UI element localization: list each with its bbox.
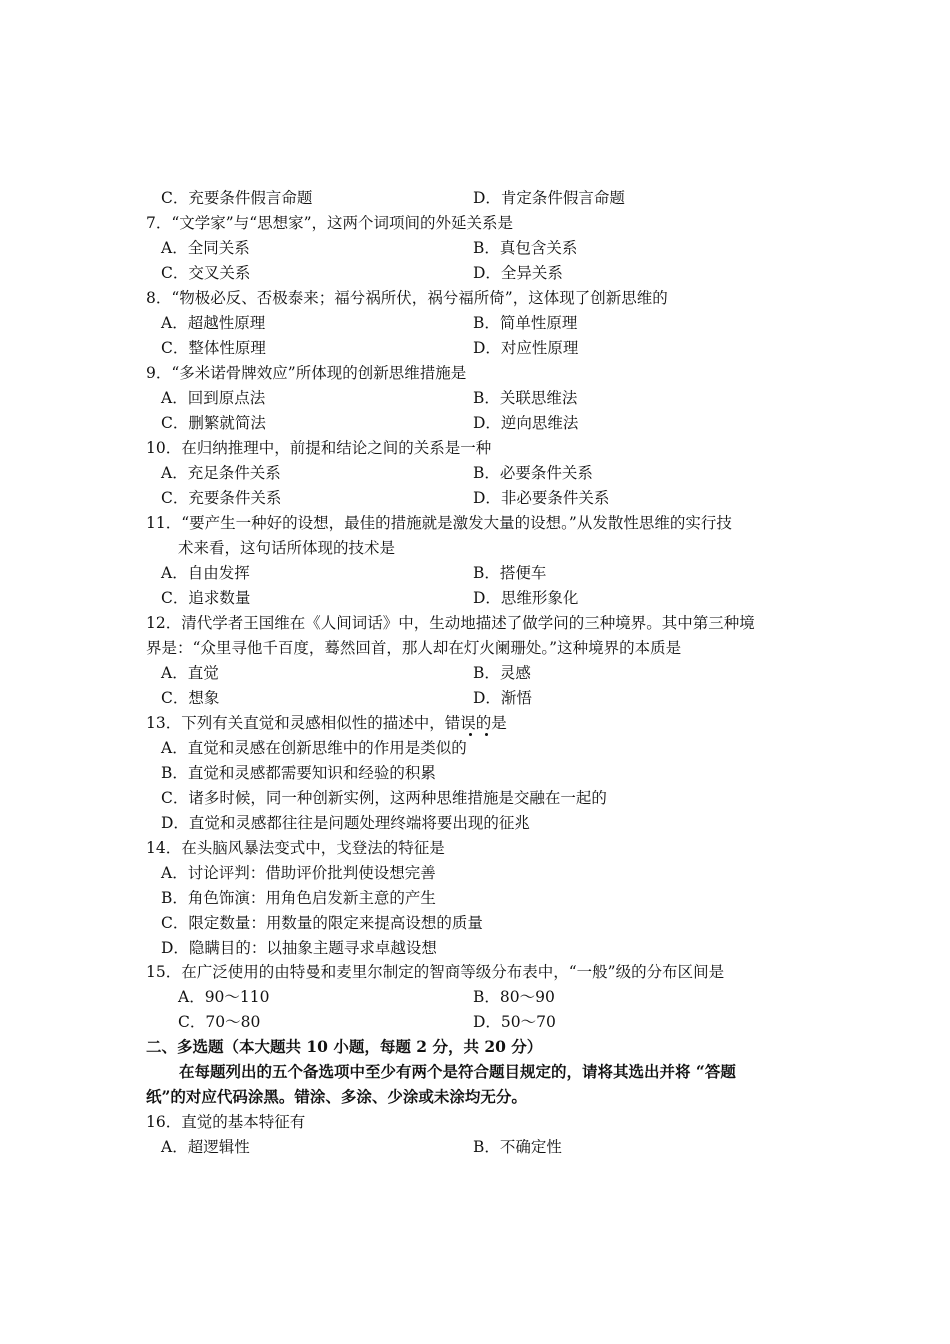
q12-option-c: C．想象 xyxy=(161,689,220,707)
q13-option-b: B．直觉和灵感都需要知识和经验的积累 xyxy=(161,764,436,782)
q8-stem: 8．“物极必反、否极泰来；福兮祸所伏，祸兮福所倚”，这体现了创新思维的 xyxy=(146,289,668,307)
q14-option-d: D．隐瞒目的：以抽象主题寻求卓越设想 xyxy=(161,939,437,957)
q8-option-d: D．对应性原理 xyxy=(473,339,579,357)
q15-option-c: C．70～80 xyxy=(178,1013,261,1031)
q7-option-c: C．交叉关系 xyxy=(161,264,251,282)
q9-option-c: C．删繁就简法 xyxy=(161,414,266,432)
q10-option-a: A．充足条件关系 xyxy=(161,464,281,482)
q9-option-d: D．逆向思维法 xyxy=(473,414,579,432)
q7-option-a: A．全同关系 xyxy=(161,239,250,257)
q16-option-a: A．超逻辑性 xyxy=(161,1138,250,1156)
q13-stem: 13．下列有关直觉和灵感相似性的描述中，错误的是 xyxy=(146,714,507,732)
q13-option-a: A．直觉和灵感在创新思维中的作用是类似的 xyxy=(161,739,467,757)
q8-option-a: A．超越性原理 xyxy=(161,314,266,332)
q12-option-d: D．渐悟 xyxy=(473,689,532,707)
q11-option-a: A．自由发挥 xyxy=(161,564,250,582)
q14-option-c: C．限定数量：用数量的限定来提高设想的质量 xyxy=(161,914,483,932)
q14-stem: 14．在头脑风暴法变式中，戈登法的特征是 xyxy=(146,839,445,857)
section-2-instruction-line1: 在每题列出的五个备选项中至少有两个是符合题目规定的，请将其选出并将 “答题 xyxy=(179,1062,736,1081)
q9-option-b: B．关联思维法 xyxy=(473,389,578,407)
q7-stem: 7．“文学家”与“思想家”，这两个词项间的外延关系是 xyxy=(146,214,514,232)
q9-option-a: A．回到原点法 xyxy=(161,389,266,407)
q10-stem: 10．在归纳推理中，前提和结论之间的关系是一种 xyxy=(146,439,492,457)
q9-stem: 9．“多米诺骨牌效应”所体现的创新思维措施是 xyxy=(146,364,467,382)
emphasis-dot xyxy=(485,733,488,736)
q15-option-a: A．90～110 xyxy=(178,988,270,1006)
q12-option-a: A．直觉 xyxy=(161,664,219,682)
q11-stem-line1: 11．“要产生一种好的设想，最佳的措施就是激发大量的设想。”从发散性思维的实行技 xyxy=(146,514,732,532)
q15-stem: 15．在广泛使用的由特曼和麦里尔制定的智商等级分布表中，“一般”级的分布区间是 xyxy=(146,963,725,981)
section-2-title: 二、多选题（本大题共 10 小题，每题 2 分，共 20 分） xyxy=(146,1037,543,1056)
q14-option-b: B．角色饰演：用角色启发新主意的产生 xyxy=(161,889,436,907)
q7-option-d: D．全异关系 xyxy=(473,264,563,282)
q14-option-a: A．讨论评判：借助评价批判使设想完善 xyxy=(161,864,436,882)
q8-option-c: C．整体性原理 xyxy=(161,339,266,357)
q10-option-b: B．必要条件关系 xyxy=(473,464,593,482)
q10-option-d: D．非必要条件关系 xyxy=(473,489,610,507)
q16-stem: 16．直觉的基本特征有 xyxy=(146,1113,306,1131)
q11-option-c: C．追求数量 xyxy=(161,589,251,607)
q11-option-d: D．思维形象化 xyxy=(473,589,579,607)
q15-option-d: D．50～70 xyxy=(473,1013,556,1031)
q8-option-b: B．简单性原理 xyxy=(473,314,578,332)
q6-option-d: D．肯定条件假言命题 xyxy=(473,189,625,207)
q10-option-c: C．充要条件关系 xyxy=(161,489,282,507)
q6-option-c: C．充要条件假言命题 xyxy=(161,189,313,207)
q12-stem-line1: 12．清代学者王国维在《人间词话》中，生动地描述了做学问的三种境界。其中第三种境 xyxy=(146,614,755,632)
q16-option-b: B．不确定性 xyxy=(473,1138,562,1156)
q12-stem-line2: 界是：“众里寻他千百度，蓦然回首，那人却在灯火阑珊处。”这种境界的本质是 xyxy=(146,639,682,657)
section-2-instruction-line2: 纸”的对应代码涂黑。错涂、多涂、少涂或未涂均无分。 xyxy=(146,1087,527,1106)
q11-stem-line2: 术来看，这句话所体现的技术是 xyxy=(178,539,396,557)
q13-option-d: D．直觉和灵感都往往是问题处理终端将要出现的征兆 xyxy=(161,814,530,832)
q11-option-b: B．搭便车 xyxy=(473,564,547,582)
q7-option-b: B．真包含关系 xyxy=(473,239,578,257)
emphasis-dot xyxy=(469,733,472,736)
q12-option-b: B．灵感 xyxy=(473,664,531,682)
q15-option-b: B．80～90 xyxy=(473,988,555,1006)
q13-option-c: C．诸多时候，同一种创新实例，这两种思维措施是交融在一起的 xyxy=(161,789,607,807)
